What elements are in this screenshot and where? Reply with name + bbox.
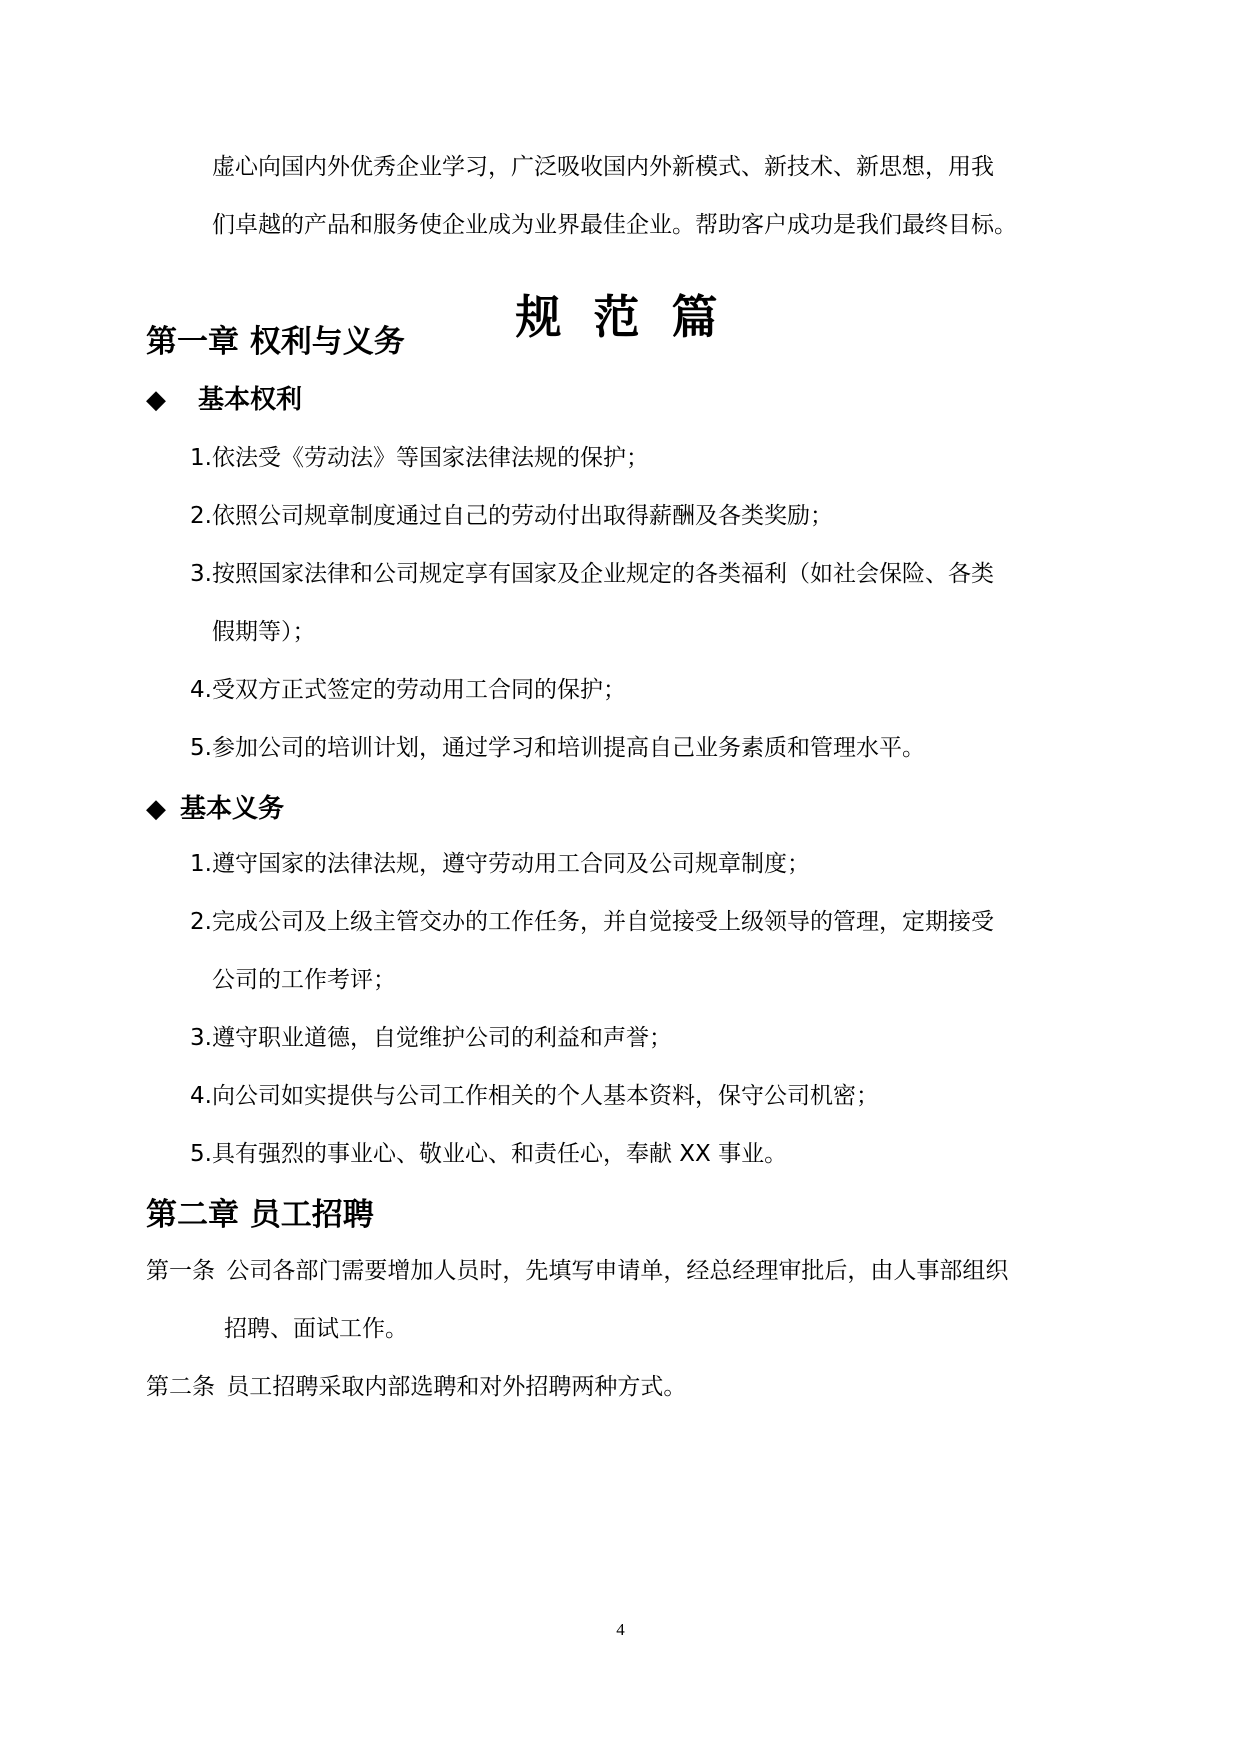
rights-heading-row [146, 383, 302, 417]
article-label: 第一条 [146, 1258, 215, 1284]
duties-item-4: 4.向公司如实提供与公司工作相关的个人基本资料，保守公司机密； [190, 1083, 879, 1109]
duties-heading-row [146, 792, 284, 826]
diamond-bullet-icon: ◆ [146, 385, 166, 415]
duties-item-1: 1.遵守国家的法律法规，遵守劳动用工合同及公司规章制度； [190, 851, 810, 877]
rights-item-4: 4.受双方正式签定的劳动用工合同的保护； [190, 677, 626, 703]
duties-item-2-cont: 公司的工作考评； [212, 967, 396, 993]
chapter-2-title: 第二章 员工招聘 [146, 1197, 374, 1233]
duties-heading: 基本义务 [180, 794, 285, 824]
article-1 [146, 1256, 1008, 1286]
chapter-1-title: 第一章 权利与义务 [146, 324, 405, 360]
intro-line-1: 虚心向国内外优秀企业学习，广泛吸收国内外新模式、新技术、新思想，用我 [212, 154, 994, 180]
duties-item-3: 3.遵守职业道德，自觉维护公司的利益和声誉； [190, 1025, 672, 1051]
article-2 [146, 1372, 686, 1402]
rights-item-2: 2.依照公司规章制度通过自己的劳动付出取得薪酬及各类奖励； [190, 503, 833, 529]
rights-heading: 基本权利 [198, 385, 303, 415]
rights-item-1: 1.依法受《劳动法》等国家法律法规的保护； [190, 445, 649, 471]
intro-line-2: 们卓越的产品和服务使企业成为业界最佳企业。帮助客户成功是我们最终目标。 [212, 212, 1017, 238]
duties-item-5: 5.具有强烈的事业心、敬业心、和责任心，奉献 XX 事业。 [190, 1141, 788, 1167]
article-text: 公司各部门需要增加人员时，先填写申请单，经总经理审批后，由人事部组织 [226, 1258, 1009, 1284]
duties-item-2: 2.完成公司及上级主管交办的工作任务，并自觉接受上级领导的管理，定期接受 [190, 909, 994, 935]
article-1-cont: 招聘、面试工作。 [224, 1316, 408, 1342]
rights-item-3-cont: 假期等）； [212, 619, 316, 645]
diamond-bullet-icon: ◆ [146, 794, 166, 824]
rights-item-3: 3.按照国家法律和公司规定享有国家及企业规定的各类福利（如社会保险、各类 [190, 561, 994, 587]
part-title: 规 范 篇 [515, 290, 726, 344]
rights-item-5: 5.参加公司的培训计划，通过学习和培训提高自己业务素质和管理水平。 [190, 735, 925, 761]
article-text: 员工招聘采取内部选聘和对外招聘两种方式。 [226, 1374, 687, 1400]
article-label: 第二条 [146, 1374, 215, 1400]
page-number: 4 [616, 1620, 625, 1639]
